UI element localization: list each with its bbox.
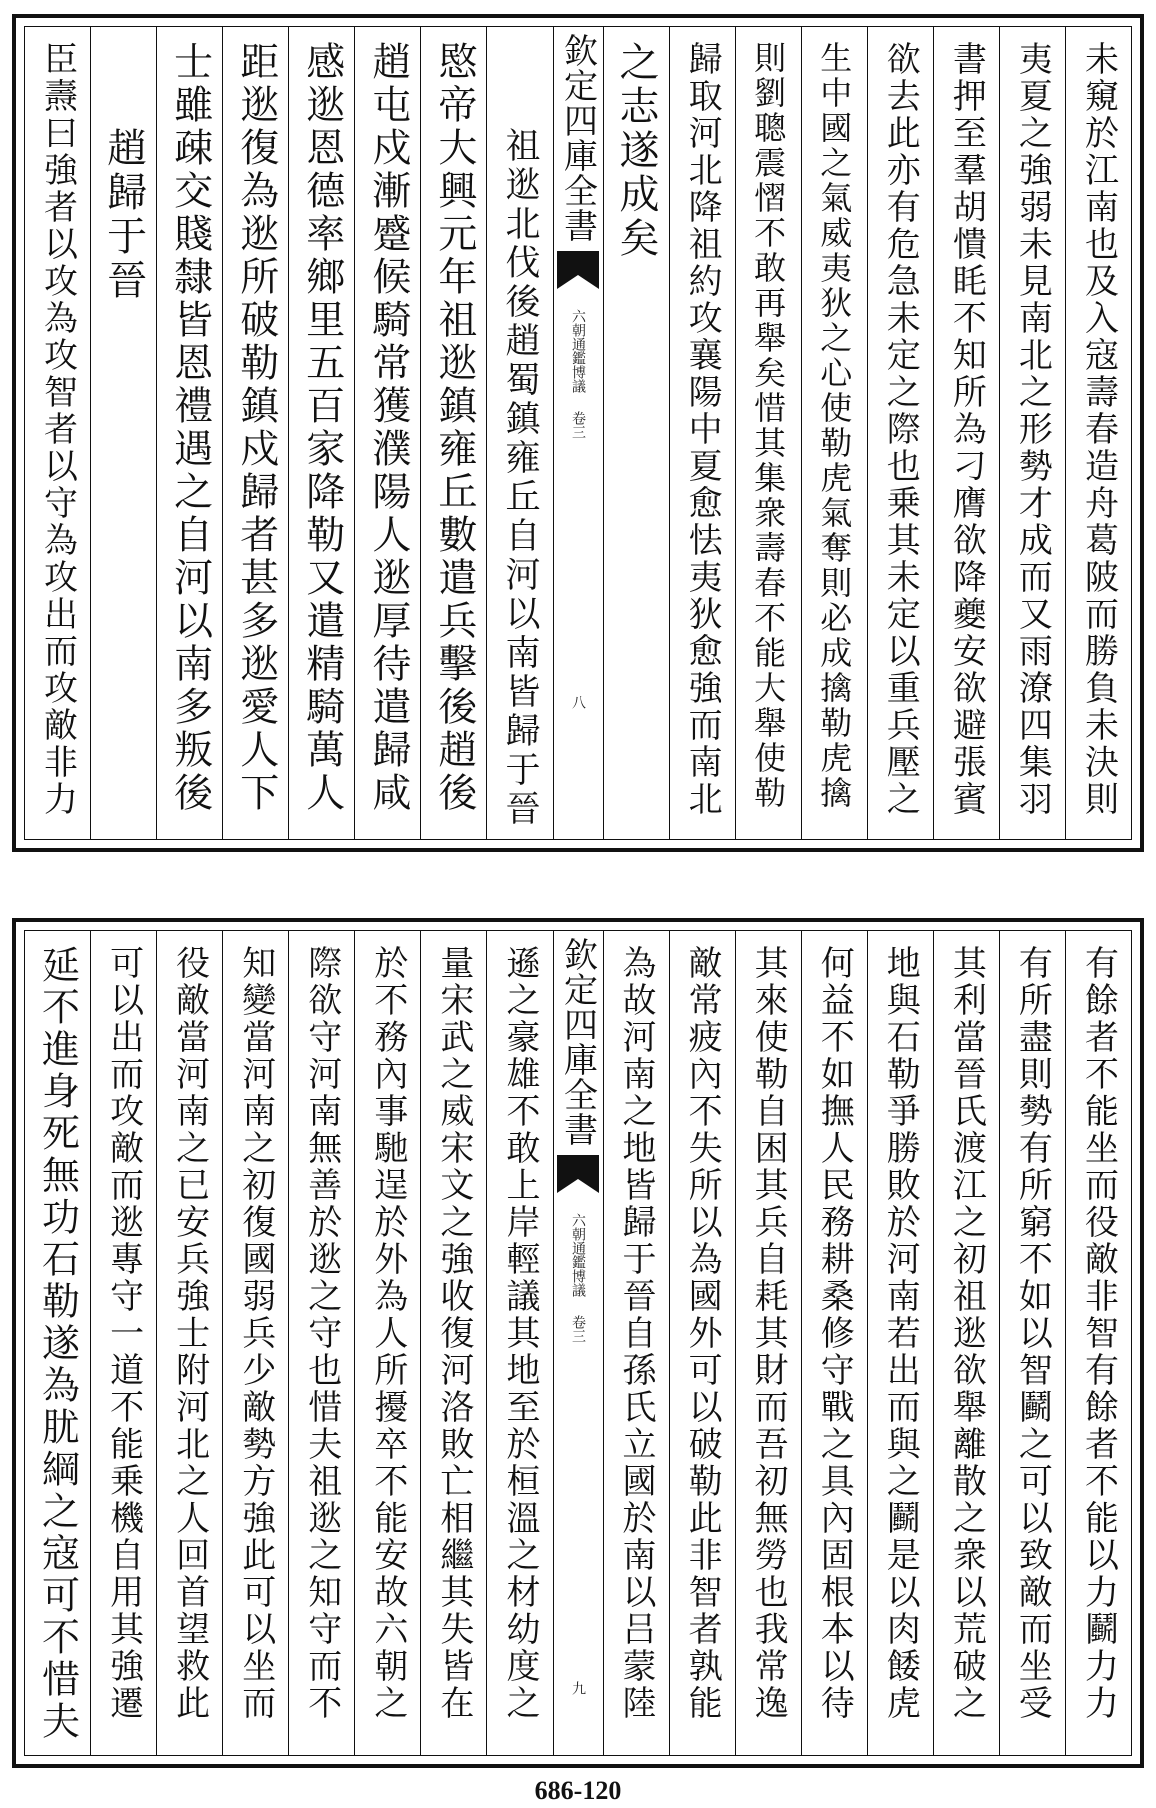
text-column: 地與石勒爭勝敗於河南若出而與之鬬是以肉餧虎 [867,931,933,1755]
volume-label: 卷三 [570,411,586,439]
text-column: 其利當晉氏渡江之初祖逖欲舉離散之衆以荒破之 [933,931,999,1755]
text-column: 其來使勒自困其兵自耗其財而吾初無勞也我常逸 [735,931,801,1755]
text-column: 未窺於江南也及入寇壽春造舟葛陂而勝負未決則 [1065,27,1131,839]
text-column: 欲去此亦有危急未定之際也乗其未定以重兵壓之 [867,27,933,839]
text-column: 有餘者不能坐而役敵非智有餘者不能以力鬬力力 [1065,931,1131,1755]
text-column: 知變當河南之初復國弱兵少敵勢方強此可以坐而 [222,931,288,1755]
text-frame [24,930,1132,1756]
fishtail-mark-icon [555,1153,601,1195]
page-number: 686-120 [534,1776,622,1805]
text-column: 於不務內事馳逞於外為人所擾卒不能安故六朝之 [354,931,420,1755]
text-column: 敵常疲內不失所以為國外可以破勒此非智者孰能 [669,931,735,1755]
collection-title: 欽定四庫全書 [557,937,598,1147]
text-column: 書押至羣胡憒眊不知所為刁膺欲降夔安欲避張賓 [933,27,999,839]
text-column: 何益不如撫人民務耕桑修守戰之具內固根本以待 [801,931,867,1755]
text-column: 歸取河北降祖約攻襄陽中夏愈怯夷狄愈強而南北 [669,27,735,839]
page-top [12,14,1144,852]
text-column: 感逖恩德率鄉里五百家降勒又遣精騎萬人 [288,27,354,839]
text-column: 距逖復為逖所破勒鎮戍歸者甚多逖愛人下 [222,27,288,839]
text-column: 臣燾曰強者以攻為攻智者以守為攻出而攻敵非力 [37,41,78,818]
text-frame [24,26,1132,840]
page-bottom [12,918,1144,1768]
text-column: 士雖疎交賤隸皆恩禮遇之自河以南多叛後 [156,27,222,839]
center-fold [553,931,603,1755]
book-title: 六朝通鑑博議 [570,1213,586,1297]
fishtail-mark-icon [555,249,601,291]
text-column: 夷夏之強弱未見南北之形勢才成而又雨潦四集羽 [999,27,1065,839]
book-title: 六朝通鑑博議 [570,309,586,393]
text-column: 生中國之氣威夷狄之心使勒虎氣奪則必成擒勒虎擒 [801,27,867,839]
text-column: 趙歸于晉 [90,27,156,839]
text-column: 可以出而攻敵而逖專守一道不能乗機自用其強遷 [90,931,156,1755]
collection-title: 欽定四庫全書 [557,33,598,243]
text-column: 祖逖北伐後趙蜀鎮雍丘自河以南皆歸于晉 [486,27,552,839]
text-column: 役敵當河南之已安兵強士附河北之人回首望救此 [156,931,222,1755]
text-column: 遜之豪雄不敢上岸輕議其地至於桓溫之材幼度之 [486,931,552,1755]
folio-number: 九 [570,1681,586,1695]
volume-label: 卷三 [570,1315,586,1343]
text-column: 量宋武之威宋文之強收復河洛敗亡相繼其失皆在 [420,931,486,1755]
text-column: 延不進身死無功石勒遂為肬綱之寇可不惜夫 [35,945,80,1743]
center-fold [553,27,603,839]
text-column: 為故河南之地皆歸于晉自孫氏立國於南以吕蒙陸 [603,931,669,1755]
text-column: 則劉聰震慴不敢再舉矣惜其集衆壽春不能大舉使勒 [735,27,801,839]
text-column: 之志遂成矣 [603,27,669,839]
text-column: 有所盡則勢有所窮不如以智鬬之可以致敵而坐受 [999,931,1065,1755]
folio-number: 八 [570,695,586,709]
text-column: 際欲守河南無善於逖之守也惜夫祖逖之知守而不 [288,931,354,1755]
text-column: 愍帝大興元年祖逖鎮雍丘數遣兵擊後趙後 [420,27,486,839]
text-column: 趙屯戍漸蹙候騎常獲濮陽人逖厚待遣歸咸 [354,27,420,839]
